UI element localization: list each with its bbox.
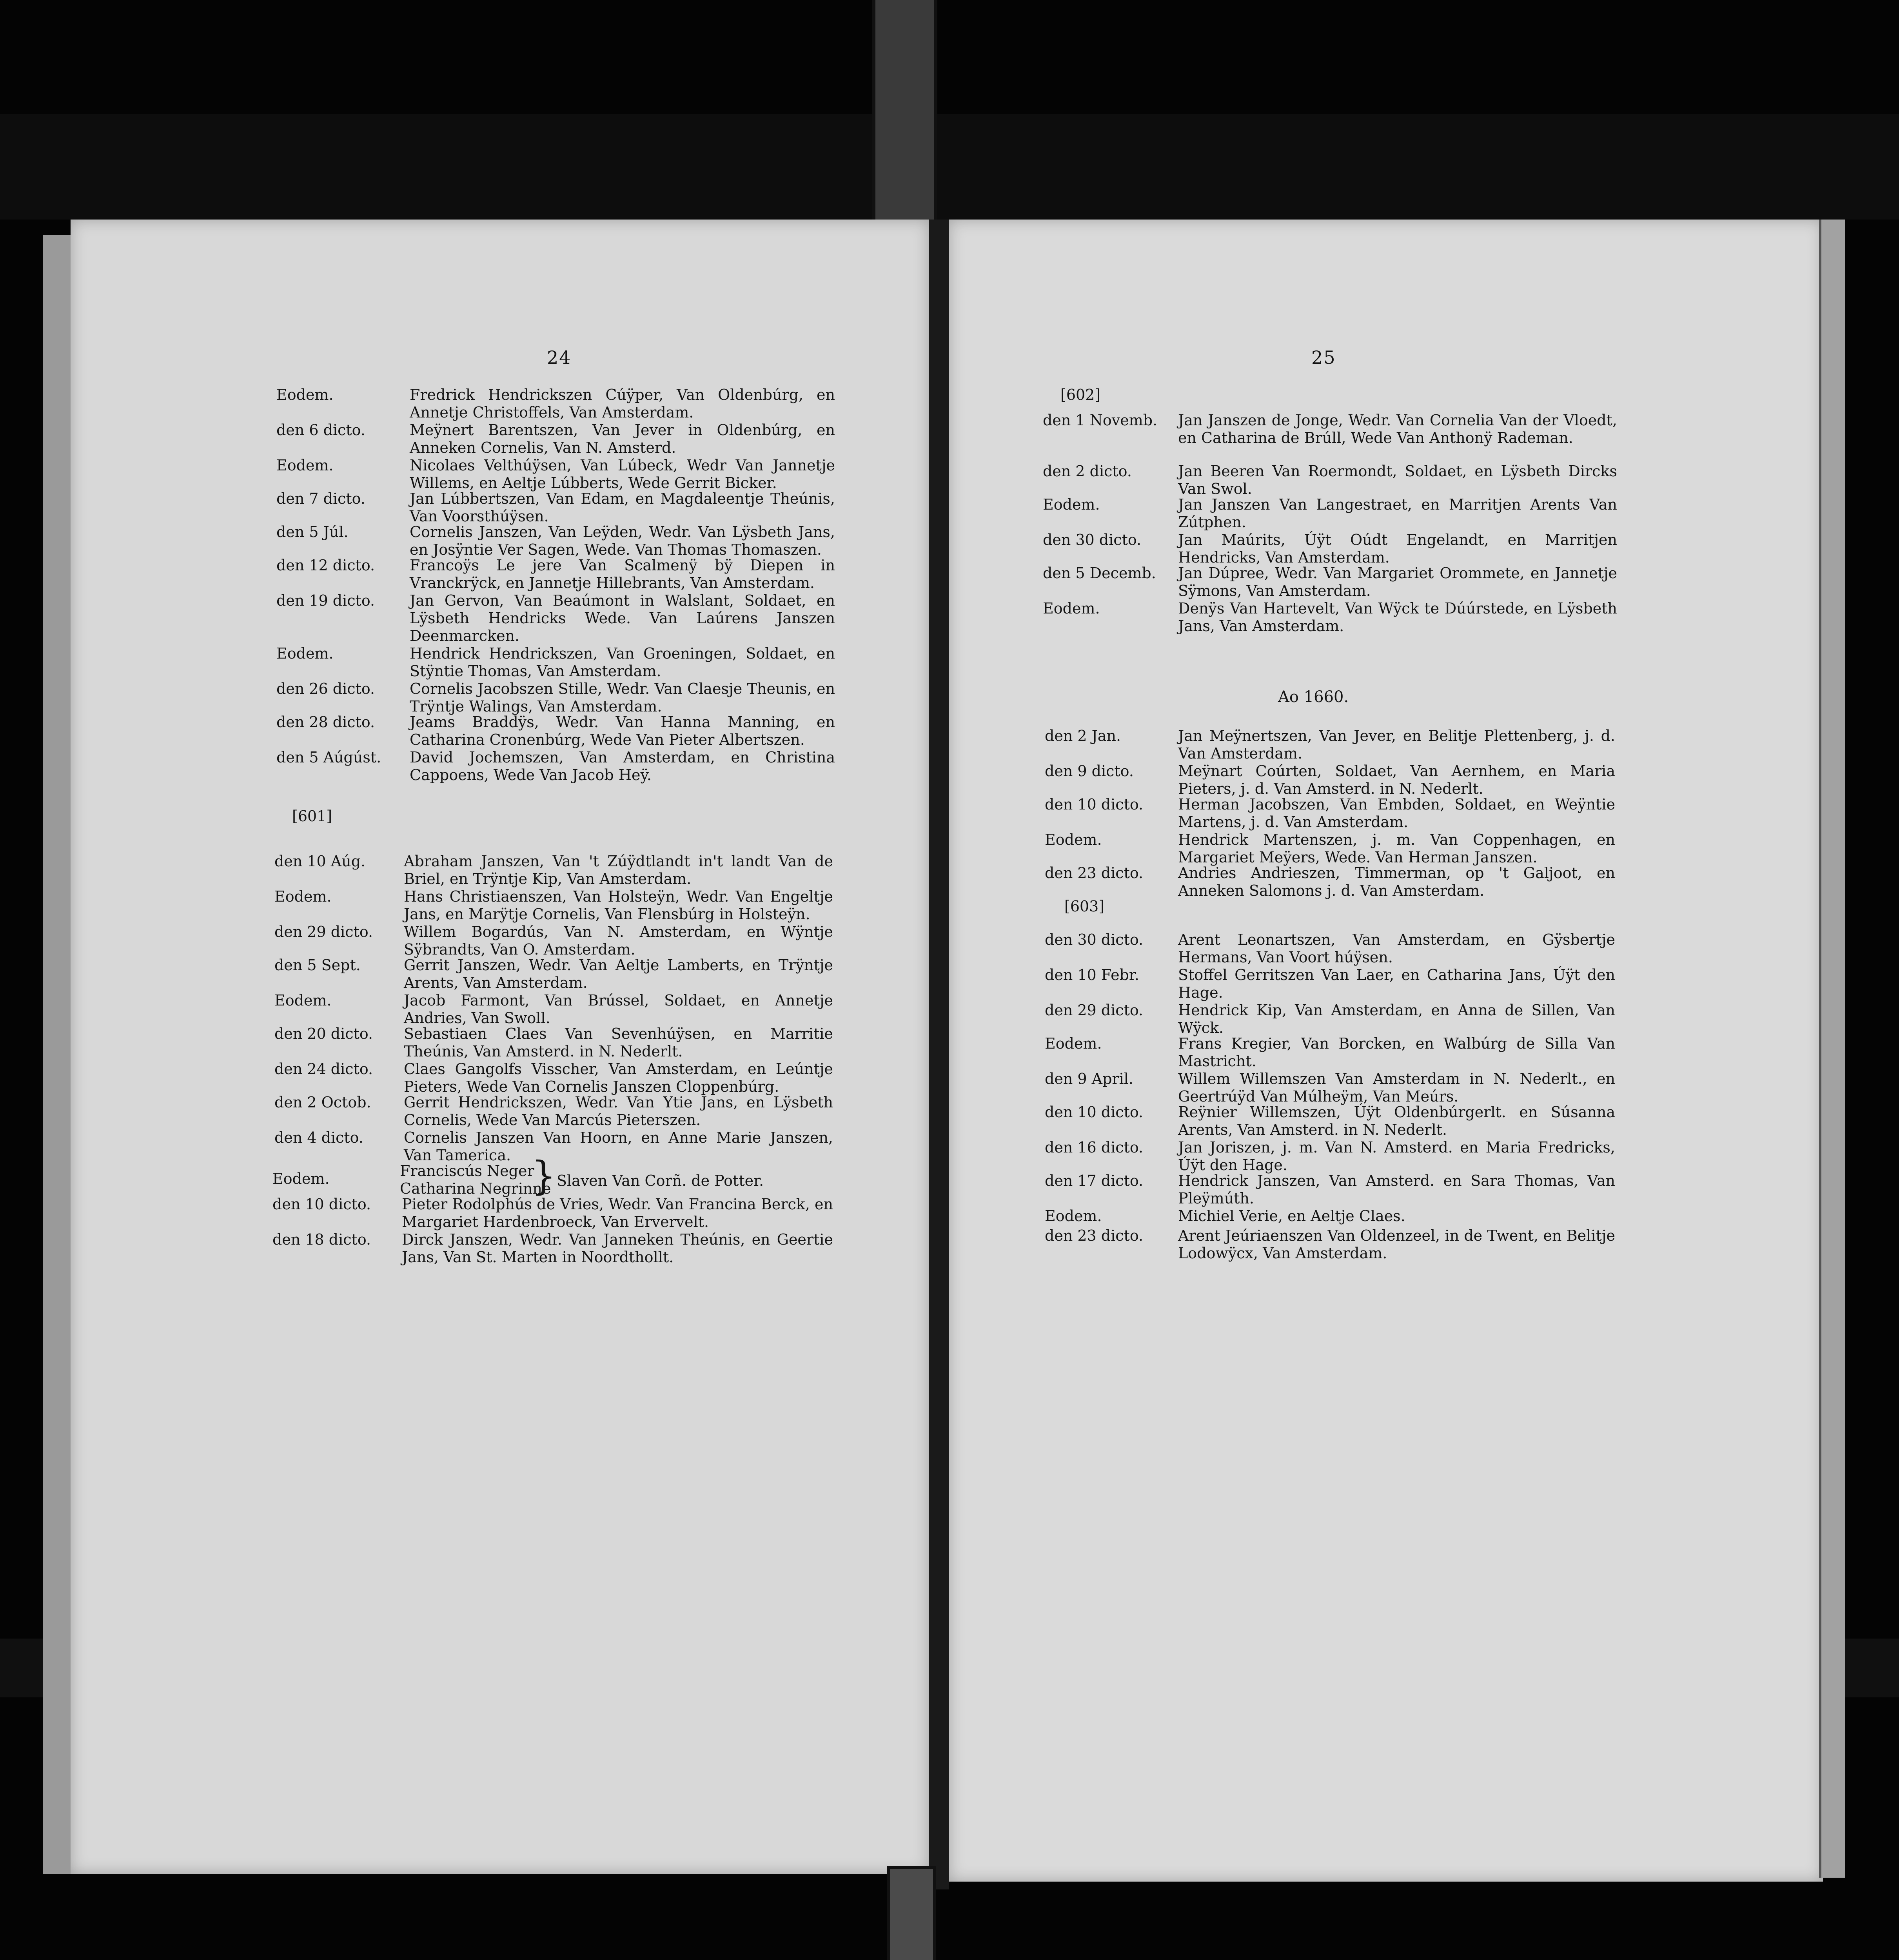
page-number-right: 25 bbox=[1311, 347, 1336, 368]
entry-date: den 24 dicto. bbox=[274, 1060, 373, 1078]
entry-text: Gerrit Hendrickszen, Wedr. Van Ytie Jans, en Lÿsbeth Cornelis, Wede Van Marcús Pieterszen. bbox=[404, 1094, 833, 1129]
entry-date: den 7 dicto. bbox=[276, 490, 365, 507]
section-number-602: [602] bbox=[1060, 386, 1101, 403]
entry-date: den 10 dicto. bbox=[1045, 796, 1144, 813]
binding-clamp-bottom bbox=[887, 1866, 936, 1960]
entry-date: den 1 Novemb. bbox=[1043, 412, 1158, 429]
scanner-band-top bbox=[0, 114, 1899, 220]
entry-text: Hans Christiaenszen, Van Holsteÿn, Wedr. Van Engeltje Jans, en Marÿtje Cornelis, Van Flensbúrg in Holsteÿn. bbox=[404, 888, 833, 923]
section-number-603: [603] bbox=[1064, 898, 1105, 915]
entry-date: Eodem. bbox=[1043, 600, 1100, 617]
entry-date: den 23 dicto. bbox=[1045, 1227, 1144, 1244]
entry-text: Cornelis Janszen, Van Leÿden, Wedr. Van Lÿsbeth Jans, en Josÿntie Ver Sagen, Wede. Van Thomas Thomaszen. bbox=[410, 523, 835, 558]
entry-text: Denÿs Van Hartevelt, Van Wÿck te Dúúrstede, en Lÿsbeth Jans, Van Amsterdam. bbox=[1178, 600, 1617, 635]
entry-text: Meÿnert Barentszen, Van Jever in Oldenbúrg, en Anneken Cornelis, Van N. Amsterd. bbox=[410, 421, 835, 456]
entry-date: den 6 dicto. bbox=[276, 421, 365, 439]
page-edges-right bbox=[1819, 220, 1845, 1878]
entry-name-2: Catharina Negrinne bbox=[400, 1180, 551, 1197]
entry-date: Eodem. bbox=[1045, 831, 1102, 848]
entry-note: Slaven Van Corñ. de Potter. bbox=[557, 1172, 764, 1189]
entry-date: den 10 dicto. bbox=[1045, 1103, 1144, 1121]
entry-date: den 2 Octob. bbox=[274, 1094, 371, 1111]
entry-text: Fredrick Hendrickszen Cúÿper, Van Oldenbúrg, en Annetje Christoffels, Van Amsterdam. bbox=[410, 386, 835, 421]
entry-text: Jan Dúpree, Wedr. Van Margariet Orommete, en Jannetje Sÿmons, Van Amsterdam. bbox=[1178, 564, 1617, 599]
entry-date: Eodem. bbox=[276, 457, 334, 474]
entry-date: Eodem. bbox=[272, 1170, 330, 1187]
entry-date: den 5 Júl. bbox=[276, 523, 349, 541]
entry-text: Reÿnier Willemszen, Úÿt Oldenbúrgerlt. en Súsanna Arents, Van Amsterd. in N. Nederlt. bbox=[1178, 1103, 1615, 1138]
entry-date: den 23 dicto. bbox=[1045, 864, 1144, 882]
entry-date: Eodem. bbox=[274, 888, 332, 905]
entry-date: den 9 April. bbox=[1045, 1070, 1133, 1087]
entry-text: Andries Andrieszen, Timmerman, op 't Galjoot, en Anneken Salomons j. d. Van Amsterdam. bbox=[1178, 864, 1615, 899]
entry-text: Jan Maúrits, Úÿt Oúdt Engelandt, en Marritjen Hendricks, Van Amsterdam. bbox=[1178, 531, 1617, 566]
year-heading: Ao 1660. bbox=[1278, 688, 1349, 706]
entry-text: Dirck Janszen, Wedr. Van Janneken Theúnis, en Geertie Jans, Van St. Marten in Noordthollt. bbox=[402, 1231, 833, 1266]
entry-date: den 10 Febr. bbox=[1045, 966, 1139, 984]
entry-text: Willem Bogardús, Van N. Amsterdam, en Wÿntje Sÿbrandts, Van O. Amsterdam. bbox=[404, 923, 833, 958]
page-number-left: 24 bbox=[547, 347, 572, 368]
entry-text: Hendrick Kip, Van Amsterdam, en Anna de Sillen, Van Wÿck. bbox=[1178, 1002, 1615, 1036]
entry-date: den 2 Jan. bbox=[1045, 727, 1121, 744]
entry-text: Arent Jeúriaenszen Van Oldenzeel, in de Twent, en Belitje Lodowÿcx, Van Amsterdam. bbox=[1178, 1227, 1615, 1262]
entry-date: den 30 dicto. bbox=[1045, 931, 1144, 948]
entry-text: Jan Janszen Van Langestraet, en Marritjen Arents Van Zútphen. bbox=[1178, 496, 1617, 531]
entry-name-1: Franciscús Neger bbox=[400, 1162, 534, 1180]
entry-date: den 5 Sept. bbox=[274, 956, 361, 974]
entry-text: Jan Meÿnertszen, Van Jever, en Belitje Plettenberg, j. d. Van Amsterdam. bbox=[1178, 727, 1615, 762]
entry-date: den 2 dicto. bbox=[1043, 463, 1132, 480]
entry-date: Eodem. bbox=[1043, 496, 1100, 513]
entry-text: Jan Joriszen, j. m. Van N. Amsterd. en Maria Fredricks, Úÿt den Hage. bbox=[1178, 1139, 1615, 1174]
entry-text: Jan Janszen de Jonge, Wedr. Van Cornelia Van der Vloedt, en Catharina de Brúll, Wede Van Anthonÿ Rademan. bbox=[1178, 412, 1617, 446]
entry-text: Herman Jacobszen, Van Embden, Soldaet, en Weÿntie Martens, j. d. Van Amsterdam. bbox=[1178, 796, 1615, 831]
entry-date: Eodem. bbox=[274, 992, 332, 1009]
entry-text: Hendrick Hendrickszen, Van Groeningen, Soldaet, en Stÿntie Thomas, Van Amsterdam. bbox=[410, 645, 835, 680]
entry-date: den 28 dicto. bbox=[276, 713, 375, 731]
entry-date: den 5 Aúgúst. bbox=[276, 749, 381, 766]
entry-text: Cornelis Janszen Van Hoorn, en Anne Marie Janszen, Van Tamerica. bbox=[404, 1129, 833, 1164]
entry-text: Francoÿs Le jere Van Scalmenÿ bÿ Diepen in Vranckrÿck, en Jannetje Hillebrants, Van Amsterdam. bbox=[410, 557, 835, 592]
entry-date: den 10 Aúg. bbox=[274, 853, 366, 870]
entry-text: Pieter Rodolphús de Vries, Wedr. Van Francina Berck, en Margariet Hardenbroeck, Van Ervervelt. bbox=[402, 1196, 833, 1230]
entry-text: Nicolaes Velthúÿsen, Van Lúbeck, Wedr Van Jannetje Willems, en Aeltje Lúbberts, Wede Gerrit Bicker. bbox=[410, 457, 835, 492]
entry-date: den 5 Decemb. bbox=[1043, 564, 1156, 582]
entry-date: den 9 dicto. bbox=[1045, 762, 1134, 780]
entry-date: den 30 dicto. bbox=[1043, 531, 1142, 548]
entry-date: den 16 dicto. bbox=[1045, 1139, 1144, 1156]
entry-text: Jan Lúbbertszen, Van Edam, en Magdaleentje Theúnis, Van Voorsthúÿsen. bbox=[410, 490, 835, 525]
entry-date: den 19 dicto. bbox=[276, 592, 375, 609]
entry-text: Gerrit Janszen, Wedr. Van Aeltje Lamberts, en Trÿntje Arents, Van Amsterdam. bbox=[404, 956, 833, 991]
entry-text: David Jochemszen, Van Amsterdam, en Christina Cappoens, Wede Van Jacob Heÿ. bbox=[410, 749, 835, 784]
entry-text: Jeams Braddÿs, Wedr. Van Hanna Manning, en Catharina Cronenbúrg, Wede Van Pieter Albertszen. bbox=[410, 713, 835, 748]
brace-symbol: } bbox=[531, 1153, 556, 1199]
entry-date: den 29 dicto. bbox=[274, 923, 373, 940]
entry-text: Meÿnart Coúrten, Soldaet, Van Aernhem, en Maria Pieters, j. d. Van Amsterd. in N. Nederlt. bbox=[1178, 762, 1615, 797]
entry-date: Eodem. bbox=[276, 386, 334, 403]
entry-text: Sebastiaen Claes Van Sevenhúÿsen, en Marritie Theúnis, Van Amsterd. in N. Nederlt. bbox=[404, 1025, 833, 1060]
binding-clamp-top bbox=[872, 0, 937, 235]
entry-text: Abraham Janszen, Van 't Zúÿdtlandt in't landt Van de Briel, en Trÿntje Kip, Van Amsterdam. bbox=[404, 853, 833, 887]
entry-text: Hendrick Martenszen, j. m. Van Coppenhagen, en Margariet Meÿers, Wede. Van Herman Janszen. bbox=[1178, 831, 1615, 866]
entry-date: den 29 dicto. bbox=[1045, 1002, 1144, 1019]
entry-text: Frans Kregier, Van Borcken, en Walbúrg de Silla Van Mastricht. bbox=[1178, 1035, 1615, 1070]
entry-date: den 18 dicto. bbox=[272, 1231, 371, 1248]
entry-date: den 17 dicto. bbox=[1045, 1172, 1144, 1189]
entry-text: Stoffel Gerritszen Van Laer, en Catharina Jans, Úÿt den Hage. bbox=[1178, 966, 1615, 1001]
entry-text: Hendrick Janszen, Van Amsterd. en Sara Thomas, Van Pleÿmúth. bbox=[1178, 1172, 1615, 1207]
entry-text: Jan Gervon, Van Beaúmont in Walslant, Soldaet, en Lÿsbeth Hendricks Wede. Van Laúrens Janszen Deenmarcken. bbox=[410, 592, 835, 644]
entry-text: Cornelis Jacobszen Stille, Wedr. Van Claesje Theunis, en Trÿntje Walings, Van Amsterdam. bbox=[410, 680, 835, 715]
book-gutter bbox=[929, 220, 949, 1889]
entry-date: den 12 dicto. bbox=[276, 557, 375, 574]
entry-date: den 26 dicto. bbox=[276, 680, 375, 697]
entry-text: Jacob Farmont, Van Brússel, Soldaet, en Annetje Andries, Van Swoll. bbox=[404, 992, 833, 1027]
entry-date: Eodem. bbox=[1045, 1035, 1102, 1052]
entry-text: Willem Willemszen Van Amsterdam in N. Nederlt., en Geertrúÿd Van Múlheÿm, Van Meúrs. bbox=[1178, 1070, 1615, 1105]
entry-date: den 20 dicto. bbox=[274, 1025, 373, 1042]
section-number-601: [601] bbox=[292, 808, 332, 825]
entry-text: Michiel Verie, en Aeltje Claes. bbox=[1178, 1207, 1405, 1225]
entry-text: Claes Gangolfs Visscher, Van Amsterdam, en Leúntje Pieters, Wede Van Cornelis Janszen Cloppenbúrg. bbox=[404, 1060, 833, 1095]
entry-text: Arent Leonartszen, Van Amsterdam, en Gÿsbertje Hermans, Van Voort húÿsen. bbox=[1178, 931, 1615, 966]
entry-date: den 4 dicto. bbox=[274, 1129, 363, 1146]
entry-date: Eodem. bbox=[1045, 1207, 1102, 1225]
entry-date: den 10 dicto. bbox=[272, 1196, 371, 1213]
entry-date: Eodem. bbox=[276, 645, 334, 662]
entry-text: Jan Beeren Van Roermondt, Soldaet, en Lÿsbeth Dircks Van Swol. bbox=[1178, 463, 1617, 497]
